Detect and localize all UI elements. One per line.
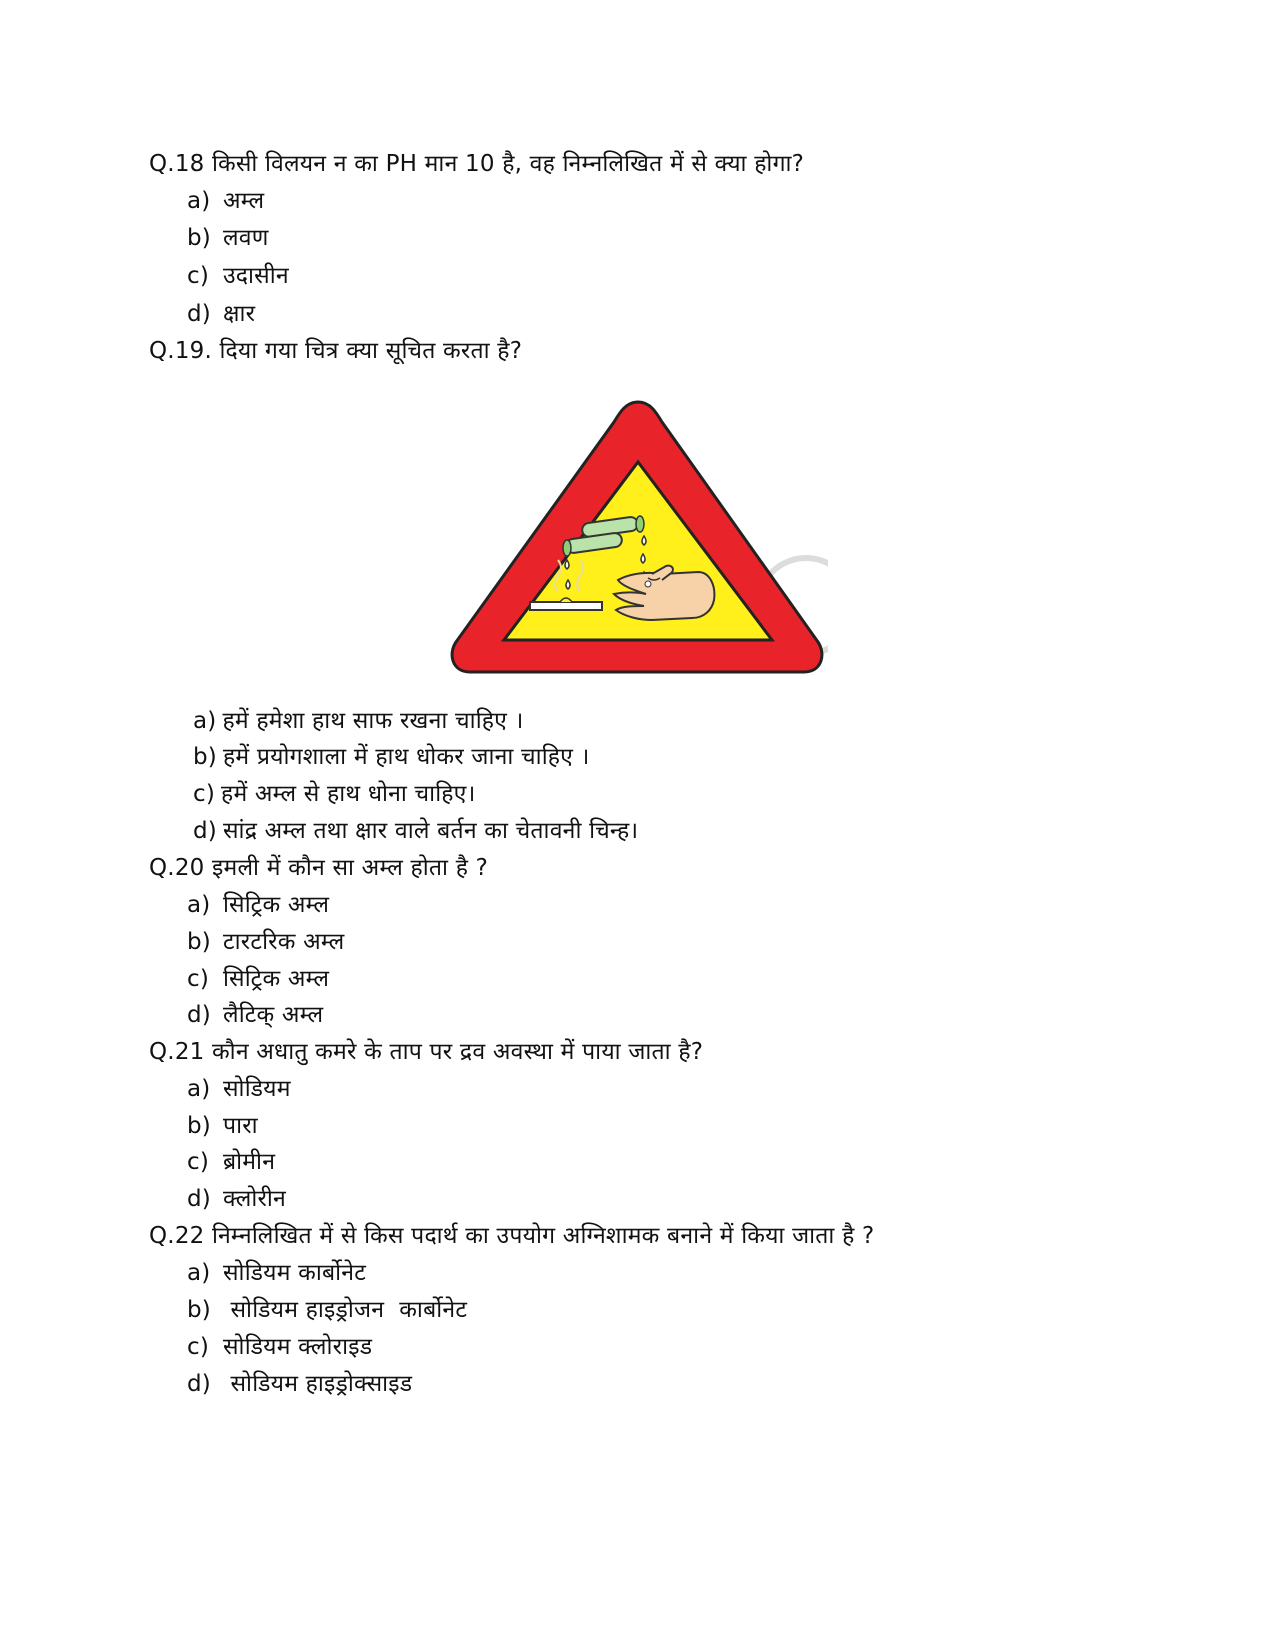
question-21-option-b — [187, 1111, 258, 1141]
question-19-option-c — [193, 779, 476, 809]
question-19-option-d — [193, 816, 638, 846]
question-20-option-c — [187, 964, 329, 994]
question-20-prompt: Q.20 इमली में कौन सा अम्ल होता है ? — [149, 855, 489, 881]
question-19-option-b — [193, 742, 590, 772]
question-18-option-d — [187, 299, 255, 329]
question-19-prompt: Q.19. दिया गया चित्र क्या सूचित करता है? — [149, 338, 523, 364]
question-22-option-a — [187, 1258, 366, 1288]
option-text: क्षार — [223, 301, 256, 327]
question-20-option-b — [187, 927, 344, 957]
question-22-option-d — [187, 1369, 412, 1399]
option-text: सोडियम — [223, 1076, 291, 1102]
option-text: सोडियम हाइड्रोक्साइड — [223, 1371, 413, 1397]
option-letter: c) — [187, 1149, 210, 1175]
option-letter: d) — [187, 301, 211, 327]
question-18-option-c — [187, 261, 289, 291]
option-text: सोडियम कार्बोनेट — [223, 1260, 367, 1286]
option-letter: d) — [187, 1186, 211, 1212]
question-20-option-d — [187, 1000, 323, 1030]
question-21-prompt: Q.21 कौन अधातु कमरे के ताप पर द्रव अवस्था में पाया जाता है? — [149, 1039, 704, 1065]
option-letter: b) — [187, 1113, 211, 1139]
question-18-option-b — [187, 223, 269, 253]
option-text: उदासीन — [223, 263, 289, 289]
option-text: सांद्र अम्ल तथा क्षार वाले बर्तन का चेतावनी चिन्ह। — [222, 818, 639, 844]
option-letter: a) — [187, 188, 211, 214]
option-text: क्लोरीन — [223, 1186, 287, 1212]
option-text: हमें हमेशा हाथ साफ रखना चाहिए । — [222, 708, 524, 734]
option-text: टारटरिक अम्ल — [223, 929, 345, 955]
option-letter: a) — [187, 1076, 211, 1102]
option-letter: b) — [187, 1297, 211, 1323]
option-letter: d) — [187, 1002, 211, 1028]
option-text: सिट्रिक अम्ल — [223, 892, 330, 918]
option-letter: b) — [187, 929, 211, 955]
option-letter: d) — [187, 1371, 211, 1397]
option-text: हमें अम्ल से हाथ धोना चाहिए। — [221, 781, 476, 807]
question-21-option-c — [187, 1147, 275, 1177]
option-letter: c) — [193, 781, 216, 807]
option-text: अम्ल — [223, 188, 265, 214]
question-22-option-c — [187, 1332, 372, 1362]
option-letter: d) — [193, 818, 217, 844]
option-text: लवण — [223, 225, 269, 251]
question-18-option-a — [187, 186, 264, 216]
question-22-prompt: Q.22 निम्नलिखित में से किस पदार्थ का उपयोग अग्निशामक बनाने में किया जाता है ? — [149, 1223, 875, 1249]
question-18-prompt: Q.18 किसी विलयन न का PH मान 10 है, वह निम्नलिखित में से क्या होगा? — [149, 151, 805, 177]
option-text: सोडियम हाइड्रोजन कार्बोनेट — [223, 1297, 468, 1323]
question-21-option-d — [187, 1184, 286, 1214]
option-text: सिट्रिक अम्ल — [223, 966, 330, 992]
option-text: हमें प्रयोगशाला में हाथ धोकर जाना चाहिए । — [222, 744, 590, 770]
option-letter: b) — [187, 225, 211, 251]
option-text: लैटिक् अम्ल — [223, 1002, 324, 1028]
option-letter: c) — [187, 1334, 210, 1360]
question-21-option-a — [187, 1074, 291, 1104]
option-letter: b) — [193, 744, 217, 770]
option-letter: c) — [187, 966, 210, 992]
option-text: सोडियम क्लोराइड — [223, 1334, 373, 1360]
option-letter: a) — [193, 708, 217, 734]
option-letter: a) — [187, 1260, 211, 1286]
option-text: पारा — [223, 1113, 258, 1139]
option-letter: c) — [187, 263, 210, 289]
question-22-option-b — [187, 1295, 467, 1325]
option-text: ब्रोमीन — [223, 1149, 276, 1175]
question-19-option-a — [193, 706, 523, 736]
corrosive-warning-sign-icon — [448, 396, 828, 686]
question-20-option-a — [187, 890, 329, 920]
option-letter: a) — [187, 892, 211, 918]
